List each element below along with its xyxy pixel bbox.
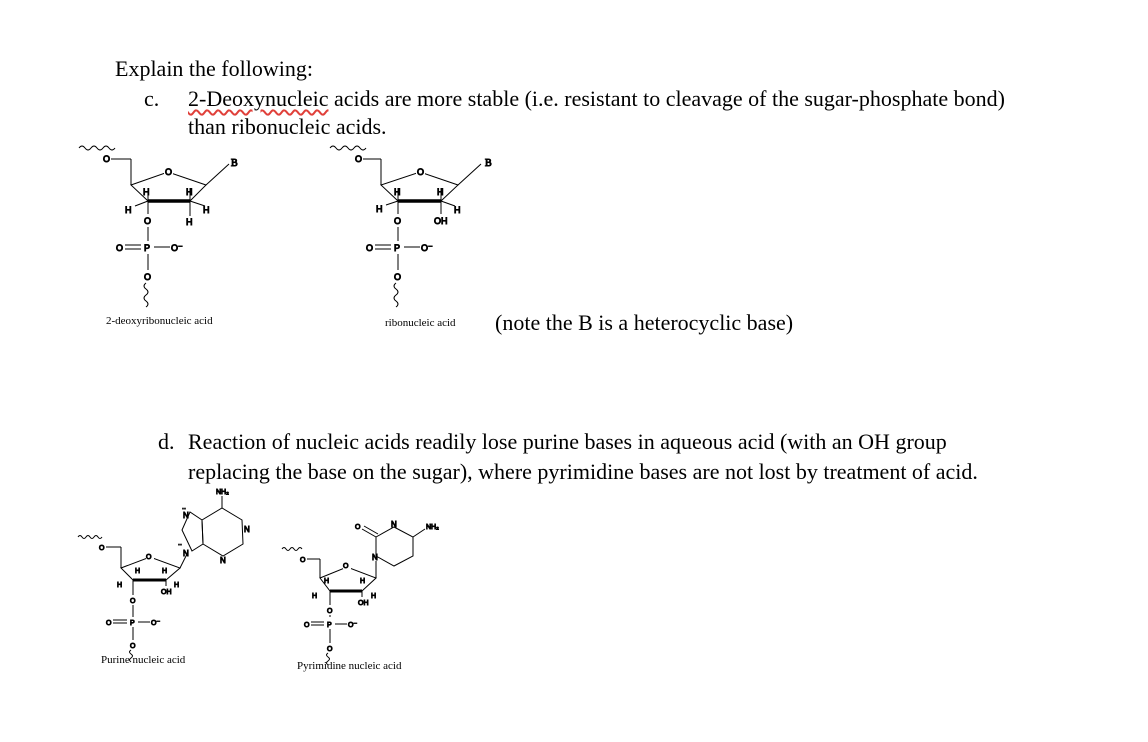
heading: Explain the following: (115, 56, 313, 81)
atom-h: H (454, 205, 461, 215)
wavy-bond (394, 283, 398, 307)
atom-oh: OH (161, 589, 172, 596)
atom-o: O (116, 243, 124, 253)
atom-n: N (220, 556, 226, 565)
atom-o: O (144, 272, 152, 282)
atom-o: O (327, 608, 333, 615)
atom-h: H (203, 205, 210, 215)
part-d-line-1: Reaction of nucleic acids readily lose purine bases in aqueous acid (with an OH group (188, 429, 947, 454)
atom-o-minus: O⁻ (171, 243, 183, 253)
wavy-bond (330, 146, 366, 150)
wavy-bond (282, 548, 302, 551)
amine-group: NH₂ (426, 524, 439, 531)
part-d-line-2: replacing the base on the sugar), where pyrimidine bases are not lost by treatment of acid. (188, 459, 978, 484)
atom-n: N (391, 520, 397, 529)
atom-h: H (186, 217, 193, 227)
wavy-bond (327, 653, 330, 665)
atom-n: N (372, 553, 378, 562)
atom-o: O (355, 524, 361, 531)
pyrimidine-label: Pyrimidine nucleic acid (297, 660, 402, 672)
base-b: B (485, 158, 492, 169)
atom-h: H (135, 568, 141, 575)
wavy-bond (79, 146, 115, 150)
atom-p: P (144, 243, 151, 253)
atom-o: O (103, 154, 111, 164)
misspelled-word[interactable]: 2-Deoxynucleic (188, 86, 329, 111)
pyrimidine-nucleic-acid-structure (282, 520, 439, 665)
atom-h: H (125, 205, 132, 215)
atom-h: H (117, 582, 123, 589)
wavy-bond (144, 283, 148, 307)
atom-o: O (394, 272, 402, 282)
deoxyribose-structure (79, 146, 238, 307)
lone-pair: .. (182, 504, 186, 511)
atom-o: O (300, 557, 306, 564)
base-b: B (231, 158, 238, 169)
lone-pair: .. (178, 540, 182, 547)
atom-o: O (355, 154, 363, 164)
atom-h: H (186, 187, 193, 197)
atom-o: O (394, 216, 402, 226)
atom-p: P (130, 620, 135, 627)
deoxy-label: 2-deoxyribonucleic acid (106, 315, 213, 327)
atom-o: O (144, 216, 152, 226)
atom-o: O (106, 620, 112, 627)
atom-h: H (143, 187, 150, 197)
part-c-marker: c. (144, 86, 160, 111)
atom-o: O (130, 598, 136, 605)
base-note: (note the B is a heterocyclic base) (495, 310, 794, 335)
atom-h: H (437, 187, 444, 197)
atom-h: H (174, 582, 180, 589)
atom-h: H (360, 578, 366, 585)
atom-h: H (312, 593, 318, 600)
wavy-bond (78, 536, 102, 539)
atom-h: H (324, 578, 330, 585)
atom-o: O (304, 622, 310, 629)
atom-o: O (99, 545, 105, 552)
ring-oxygen: O (343, 563, 349, 570)
atom-o-minus: O⁻ (151, 620, 161, 627)
amine-group: NH₂ (216, 489, 229, 496)
atom-o: O (366, 243, 374, 253)
part-c-line-2: than ribonucleic acids. (188, 114, 387, 139)
atom-n: N (244, 525, 250, 534)
atom-oh: OH (358, 600, 369, 607)
atom-p: P (394, 243, 401, 253)
ring-oxygen: O (146, 554, 152, 561)
ribose-structure (330, 146, 492, 307)
atom-o-minus: O⁻ (421, 243, 433, 253)
atom-h: H (394, 187, 401, 197)
part-c-line-1-rest: acids are more stable (i.e. resistant to cleavage of the sugar-phosphate bond) (328, 86, 1005, 111)
atom-o: O (327, 646, 333, 653)
atom-o-minus: O⁻ (348, 622, 358, 629)
atom-h: H (371, 593, 377, 600)
atom-oh: OH (434, 216, 448, 226)
atom-n: N (183, 511, 189, 520)
ribo-label: ribonucleic acid (385, 317, 456, 329)
part-d-marker: d. (158, 429, 175, 454)
purine-nucleic-acid-structure (78, 489, 250, 662)
ring-oxygen: O (165, 167, 173, 177)
atom-n: N (183, 549, 189, 558)
atom-p: P (327, 622, 332, 629)
wavy-bond (130, 650, 133, 662)
purine-label: Purine nucleic acid (101, 654, 186, 666)
atom-h: H (162, 568, 168, 575)
atom-h: H (376, 204, 383, 214)
atom-o: O (130, 643, 136, 650)
ring-oxygen: O (417, 167, 425, 177)
